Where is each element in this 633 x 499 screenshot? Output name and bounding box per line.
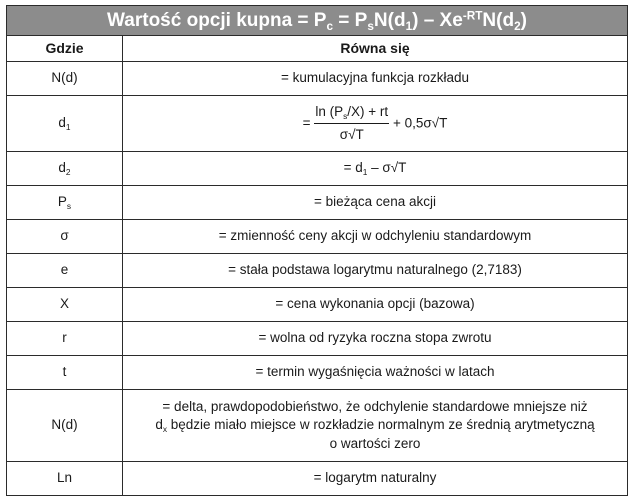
title-row — [7, 6, 628, 36]
symbol-cell: t — [7, 356, 123, 390]
table-row — [7, 220, 628, 254]
table-title — [7, 6, 628, 36]
definition-cell: = logarytm naturalny — [123, 462, 628, 496]
symbol-cell: N(d) — [7, 62, 123, 96]
table-row — [7, 186, 628, 220]
title-sub-s: s — [367, 19, 374, 33]
formula-rest: + 0,5σ√T — [392, 115, 448, 131]
table-row — [7, 288, 628, 322]
title-sub-1: 1 — [405, 19, 413, 33]
fraction-numerator — [314, 103, 389, 121]
definition-a: = d — [343, 160, 363, 176]
definition-line-2-a: d — [155, 417, 163, 433]
symbol-sub: 1 — [65, 122, 71, 133]
symbol-cell: e — [7, 254, 123, 288]
table-row — [7, 322, 628, 356]
table-row — [7, 62, 628, 96]
definition-line-2-b: będzie miało miejsce w rozkładzie normalnym ze średnią arytmetyczną — [167, 417, 595, 433]
table-row — [7, 356, 628, 390]
symbol-base: d — [58, 160, 66, 176]
table-row — [7, 254, 628, 288]
definition-cell — [123, 96, 628, 152]
definition-cell — [123, 152, 628, 186]
formula-eq: = — [302, 115, 311, 131]
title-prefix: Wartość opcji kupna = P — [107, 9, 327, 31]
table-row — [7, 152, 628, 186]
header-where: Gdzie — [7, 36, 123, 62]
definition-cell: = termin wygaśnięcia ważności w latach — [123, 356, 628, 390]
formula-fraction — [314, 103, 389, 144]
symbol-cell: r — [7, 322, 123, 356]
definition-cell: = wolna od ryzyka roczna stopa zwrotu — [123, 322, 628, 356]
symbol-base: d — [58, 115, 66, 131]
title-close: ) — [520, 9, 527, 31]
title-sub-c: c — [326, 19, 334, 33]
symbol-cell: Ln — [7, 462, 123, 496]
header-row — [7, 36, 628, 62]
definition-line-2-sub: x — [162, 424, 168, 435]
definition-cell: = bieżąca cena akcji — [123, 186, 628, 220]
definition-cell: = zmienność ceny akcji w odchyleniu standardowym — [123, 220, 628, 254]
symbol-cell — [7, 152, 123, 186]
fraction-denominator: σ√T — [339, 127, 364, 142]
title-n-open: N(d — [373, 9, 406, 31]
symbol-cell: X — [7, 288, 123, 322]
definition-cell: = stała podstawa logarytmu naturalnego (2,7183) — [123, 254, 628, 288]
table-row — [7, 390, 628, 462]
table-row — [7, 96, 628, 152]
symbol-sub: 2 — [65, 167, 71, 178]
definition-cell — [123, 390, 628, 462]
symbol-cell — [7, 96, 123, 152]
symbol-sub: s — [66, 201, 72, 212]
formula-table-container — [6, 5, 628, 496]
numerator-sub: s — [343, 110, 348, 121]
title-eq: = P — [333, 9, 368, 31]
fraction-line — [314, 123, 389, 124]
title-sup-rt: -RT — [462, 9, 483, 23]
definition-line-3: o wartości zero — [329, 435, 421, 451]
table-row — [7, 462, 628, 496]
symbol-cell — [7, 186, 123, 220]
definition-line-2 — [123, 416, 627, 434]
numerator-a: ln (P — [315, 103, 344, 119]
black-scholes-table — [6, 5, 628, 496]
title-mid: ) – Xe — [412, 9, 463, 31]
definition-sub: 1 — [362, 167, 368, 178]
symbol-base: P — [57, 194, 67, 210]
symbol-cell: N(d) — [7, 390, 123, 462]
definition-cell: = kumulacyjna funkcja rozkładu — [123, 62, 628, 96]
definition-b: – σ√T — [367, 160, 407, 176]
title-n2-open: N(d — [482, 9, 515, 31]
definition-cell: = cena wykonania opcji (bazowa) — [123, 288, 628, 322]
symbol-cell: σ — [7, 220, 123, 254]
numerator-b: /X) + rt — [347, 103, 389, 119]
header-equals: Równa się — [123, 36, 628, 62]
definition-line-1: = delta, prawdopodobieństwo, że odchylenie standardowe mniejsze niż — [162, 399, 588, 415]
title-sub-2: 2 — [514, 19, 521, 33]
